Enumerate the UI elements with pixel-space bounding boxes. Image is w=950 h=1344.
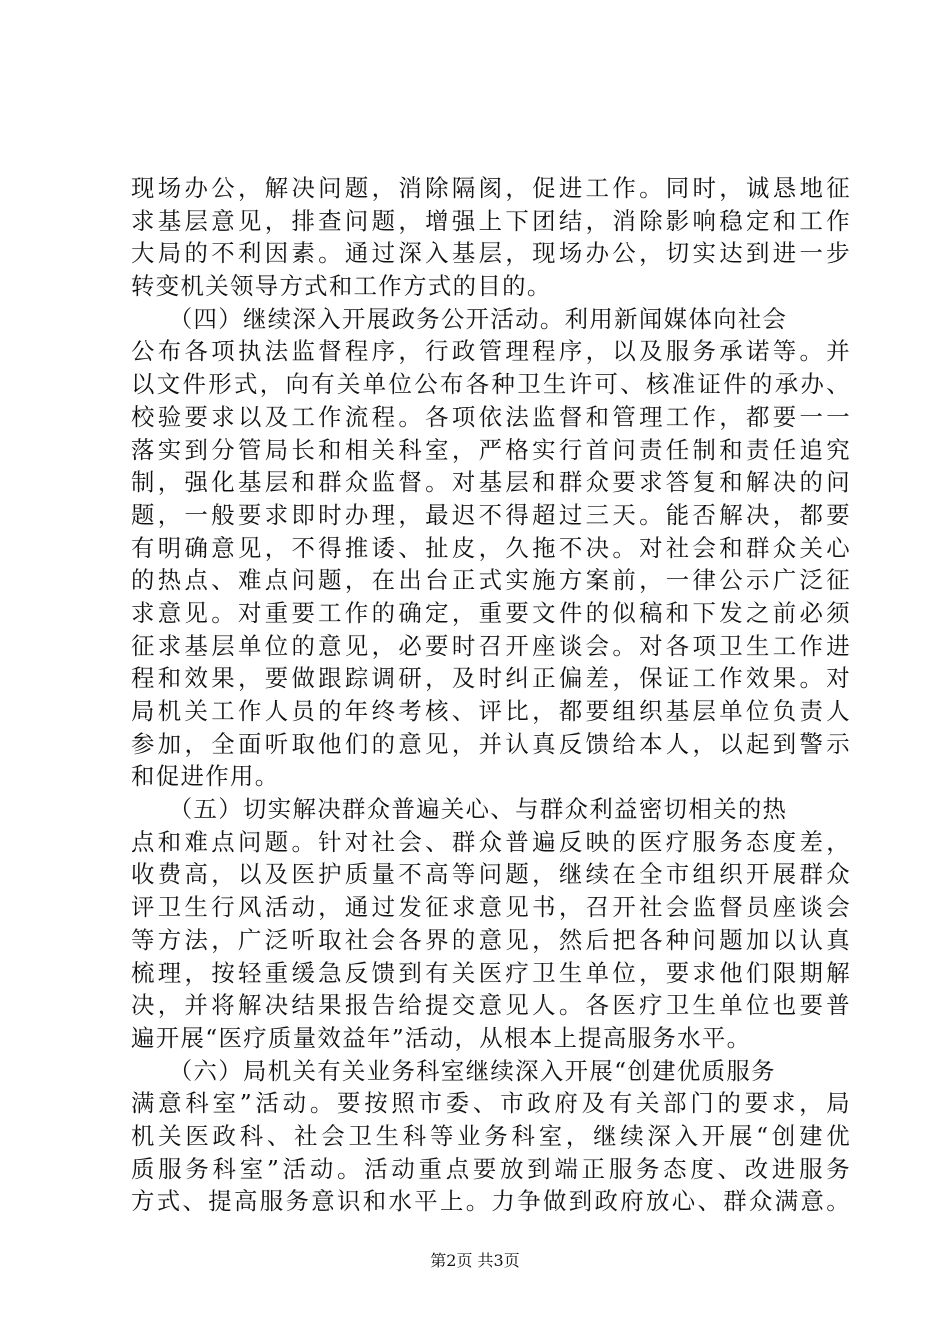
text-line: 评卫生行风活动，通过发征求意见书，召开社会监督员座谈会 <box>131 893 851 922</box>
text-line: 遍开展“医疗质量效益年”活动，从根本上提高服务水平。 <box>131 1023 752 1052</box>
text-line: 求意见。对重要工作的确定，重要文件的似稿和下发之前必须 <box>131 598 851 627</box>
text-line: 落实到分管局长和相关科室，严格实行首问责任制和责任追究 <box>131 435 851 464</box>
text-line: 方式、提高服务意识和水平上。力争做到政府放心、群众满意。 <box>131 1187 851 1216</box>
text-line: 征求基层单位的意见，必要时召开座谈会。对各项卫生工作进 <box>131 631 851 660</box>
text-line: 的热点、难点问题，在出台正式实施方案前，一律公示广泛征 <box>131 566 851 595</box>
text-line: 公布各项执法监督程序，行政管理程序，以及服务承诺等。并 <box>131 337 851 366</box>
text-line: 参加，全面听取他们的意见，并认真反馈给本人，以起到警示 <box>131 729 851 758</box>
text-line: 和促进作用。 <box>131 762 280 791</box>
text-line: 校验要求以及工作流程。各项依法监督和管理工作，都要一一 <box>131 402 851 431</box>
text-line: 题，一般要求即时办理，最迟不得超过三天。能否解决，都要 <box>131 500 851 529</box>
text-line: 现场办公，解决问题，消除隔阂，促进工作。同时，诚恳地征 <box>131 174 851 202</box>
text-line: 决，并将解决结果报告给提交意见人。各医疗卫生单位也要普 <box>131 991 851 1020</box>
paragraph-5-start: （五）切实解决群众普遍关心、与群众利益密切相关的热 <box>131 795 788 824</box>
text-line: 等方法，广泛听取社会各界的意见，然后把各种问题加以认真 <box>131 925 851 954</box>
text-line: 大局的不利因素。通过深入基层，现场办公，切实达到进一步 <box>131 239 851 268</box>
text-line: 梳理，按轻重缓急反馈到有关医疗卫生单位，要求他们限期解 <box>131 958 851 987</box>
text-line: 转变机关领导方式和工作方式的目的。 <box>131 272 552 301</box>
text-line: 收费高，以及医护质量不高等问题，继续在全市组织开展群众 <box>131 860 851 889</box>
text-line: 局机关工作人员的年终考核、评比，都要组织基层单位负责人 <box>131 697 851 725</box>
body-text <box>131 172 851 1218</box>
text-line: 满意科室”活动。要按照市委、市政府及有关部门的要求，局 <box>131 1089 851 1118</box>
paragraph-4-start: （四）继续深入开展政务公开活动。利用新闻媒体向社会 <box>131 304 788 333</box>
text-line: 以文件形式，向有关单位公布各种卫生许可、核准证件的承办、 <box>131 370 851 399</box>
text-line: 质服务科室”活动。活动重点要放到端正服务态度、改进服务 <box>131 1154 851 1183</box>
text-line: 有明确意见，不得推诿、扯皮，久拖不决。对社会和群众关心 <box>131 533 851 562</box>
text-line: 点和难点问题。针对社会、群众普遍反映的医疗服务态度差， <box>131 827 851 856</box>
page-number-footer: 第2页 共3页 <box>430 1251 520 1270</box>
text-line: 制，强化基层和群众监督。对基层和群众要求答复和解决的问 <box>131 468 851 497</box>
text-line: 程和效果，要做跟踪调研，及时纠正偏差，保证工作效果。对 <box>131 664 851 693</box>
text-line: 机关医政科、社会卫生科等业务科室，继续深入开展“创建优 <box>131 1121 851 1150</box>
text-line: 求基层意见，排查问题，增强上下团结，消除影响稳定和工作 <box>131 206 851 235</box>
paragraph-6-start: （六）局机关有关业务科室继续深入开展“创建优质服务 <box>131 1056 776 1085</box>
